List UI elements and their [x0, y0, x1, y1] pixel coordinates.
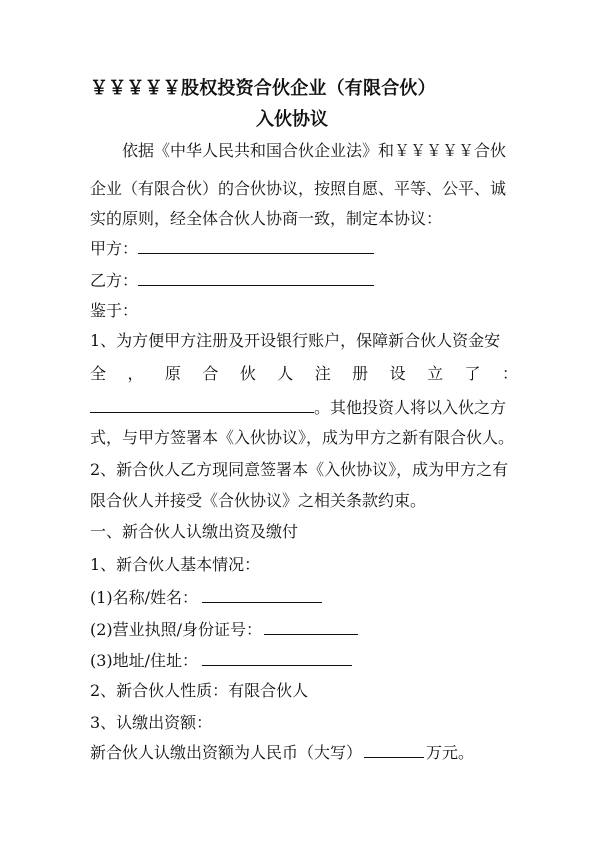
party-b-blank: [138, 270, 374, 286]
amount-blank: [364, 742, 424, 758]
clause1-char: 了: [464, 364, 481, 383]
name-label: (1)名称/姓名：: [90, 588, 199, 607]
section1-item1: 1、新合伙人基本情况：: [90, 555, 261, 574]
whereas-label: 鉴于：: [90, 301, 139, 320]
party-a-row: [90, 238, 374, 259]
clause1-char: 全: [90, 364, 107, 383]
clause1-line-2: [90, 364, 518, 384]
id-blank: [264, 619, 358, 635]
name-blank: [202, 587, 322, 603]
clause1-char: 注: [314, 364, 331, 383]
document-subtitle: 入伙协议: [256, 109, 328, 130]
section1-heading: 一、新合伙人认缴出资及缴付: [90, 522, 299, 541]
clause1-char: 册: [352, 364, 369, 383]
clause1-char: 合: [202, 364, 219, 383]
clause1-char: ，: [127, 364, 144, 383]
party-a-blank: [138, 238, 374, 254]
clause1-char: 立: [427, 364, 444, 383]
intro-line-2: 企业（有限合伙）的合伙协议，按照自愿、平等、公平、诚: [90, 179, 507, 198]
section1-item2: 2、新合伙人性质：有限合伙人: [90, 681, 309, 700]
intro-line-3: 实的原则，经全体合伙人协商一致，制定本协议：: [90, 209, 443, 228]
amount-suffix: 万元。: [426, 743, 475, 762]
clause2-line-2: 限合伙人并接受《合伙协议》之相关条款约束。: [90, 491, 427, 510]
address-label: (3)地址/住址：: [90, 651, 199, 670]
clause1-char: 人: [277, 364, 294, 383]
name-row: [90, 587, 322, 608]
id-label: (2)营业执照/身份证号：: [90, 620, 263, 639]
clause1-char: 设: [389, 364, 406, 383]
clause1-char: ：: [501, 364, 518, 383]
clause1-char: 原: [164, 364, 181, 383]
amount-prefix: 新合伙人认缴出资额为人民币（大写）: [90, 743, 363, 762]
clause1-char: 伙: [239, 364, 256, 383]
clause1-line-3-text: 。其他投资人将以入伙之方: [314, 398, 507, 417]
party-b-row: [90, 270, 374, 291]
founding-partner-blank: [90, 397, 314, 413]
id-row: [90, 619, 358, 640]
clause2-line-1: 2、新合伙人乙方现同意签署本《入伙协议》，成为甲方之有: [90, 460, 509, 479]
address-blank: [202, 650, 352, 666]
party-a-label: 甲方：: [90, 239, 139, 258]
clause1-line-3: [90, 397, 506, 418]
clause1-line-1: 1、为方便甲方注册及开设银行账户，保障新合伙人资金安: [90, 331, 501, 350]
amount-row: [90, 742, 474, 763]
document-title: ￥￥￥￥￥股权投资合伙企业（有限合伙）: [90, 78, 436, 99]
party-b-label: 乙方：: [90, 271, 139, 290]
address-row: [90, 650, 352, 671]
intro-line-1: 依据《中华人民共和国合伙企业法》和￥￥￥￥￥合伙: [122, 141, 507, 160]
clause1-line-4: 式，与甲方签署本《入伙协议》，成为甲方之新有限合伙人。: [90, 428, 515, 447]
section1-item3: 3、认缴出资额：: [90, 713, 213, 732]
